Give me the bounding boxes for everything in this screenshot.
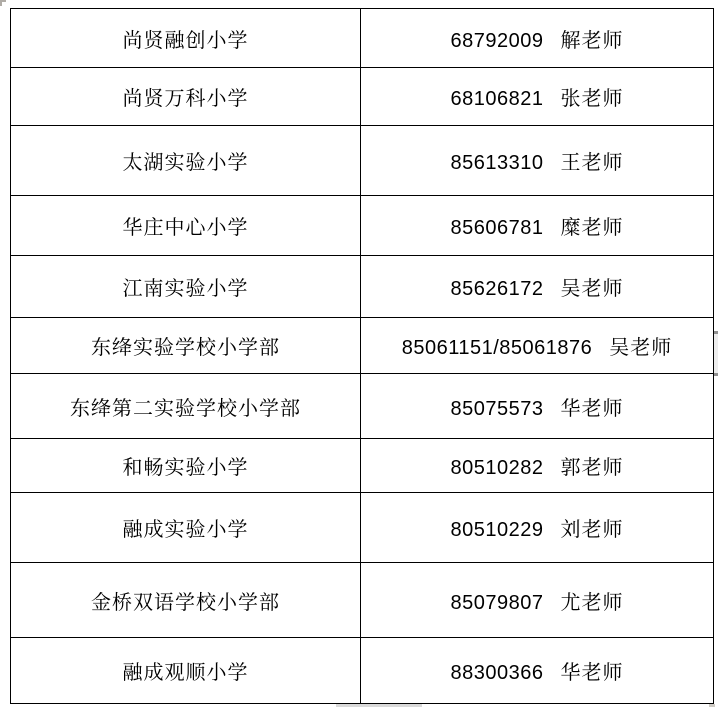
horizontal-scrollbar[interactable] [336,704,422,707]
school-name-cell [11,493,361,563]
school-name-cell [11,9,361,68]
phone-number: 88300366 [450,662,544,684]
contact-cell [361,318,714,374]
table-row [11,9,714,68]
contact-cell [361,563,714,638]
teacher-name: 郭老师 [560,457,624,479]
school-contact-table [10,8,714,704]
table-row [11,318,714,374]
table-body [11,9,714,704]
teacher-name: 糜老师 [560,217,624,239]
school-name: 华庄中心小学 [122,217,249,239]
phone-number: 85626172 [450,278,544,300]
teacher-name: 解老师 [560,29,624,52]
phone-number: 85079807 [450,591,544,614]
school-name-cell [11,374,361,439]
table-row [11,68,714,126]
contact-cell [361,374,714,439]
vertical-scrollbar[interactable] [714,331,718,376]
school-name-cell [11,318,361,374]
school-name: 江南实验小学 [122,278,249,300]
phone-number: 68792009 [450,29,544,52]
teacher-name: 尤老师 [560,591,624,614]
school-name-cell [11,439,361,493]
contact-cell [361,68,714,126]
phone-number: 68106821 [450,88,544,110]
teacher-name: 华老师 [560,662,624,684]
table-move-handle-icon [0,0,6,6]
school-name: 融成观顺小学 [122,662,249,684]
school-name-cell [11,256,361,318]
school-name-cell [11,638,361,704]
teacher-name: 吴老师 [560,278,624,300]
contact-cell [361,126,714,196]
contact-cell [361,493,714,563]
contact-cell [361,196,714,256]
school-name-cell [11,196,361,256]
teacher-name: 吴老师 [609,337,673,359]
table-row [11,196,714,256]
table-row [11,126,714,196]
school-name: 融成实验小学 [122,519,249,541]
school-name-cell [11,68,361,126]
school-name: 尚贤万科小学 [122,88,249,110]
phone-number: 85613310 [450,152,544,174]
phone-number: 85606781 [450,217,544,239]
phone-number: 85061151/85061876 [401,337,593,359]
school-name: 东绛第二实验学校小学部 [70,397,301,420]
teacher-name: 张老师 [560,88,624,110]
phone-number: 85075573 [450,397,544,420]
table-row [11,493,714,563]
table-row [11,374,714,439]
table-row [11,439,714,493]
school-name: 太湖实验小学 [122,152,249,174]
contact-cell [361,439,714,493]
contact-cell [361,256,714,318]
table-row [11,256,714,318]
teacher-name: 华老师 [560,397,624,420]
school-name: 和畅实验小学 [122,457,249,479]
teacher-name: 王老师 [560,152,624,174]
resize-handle-icon [709,704,715,707]
teacher-name: 刘老师 [560,519,624,541]
school-name: 东绛实验学校小学部 [91,337,280,359]
contact-cell [361,638,714,704]
table-row [11,563,714,638]
table-row [11,638,714,704]
school-name: 尚贤融创小学 [122,29,249,52]
school-name-cell [11,563,361,638]
contact-cell [361,9,714,68]
phone-number: 80510282 [450,457,544,479]
school-name-cell [11,126,361,196]
school-name: 金桥双语学校小学部 [91,591,280,614]
phone-number: 80510229 [450,519,544,541]
